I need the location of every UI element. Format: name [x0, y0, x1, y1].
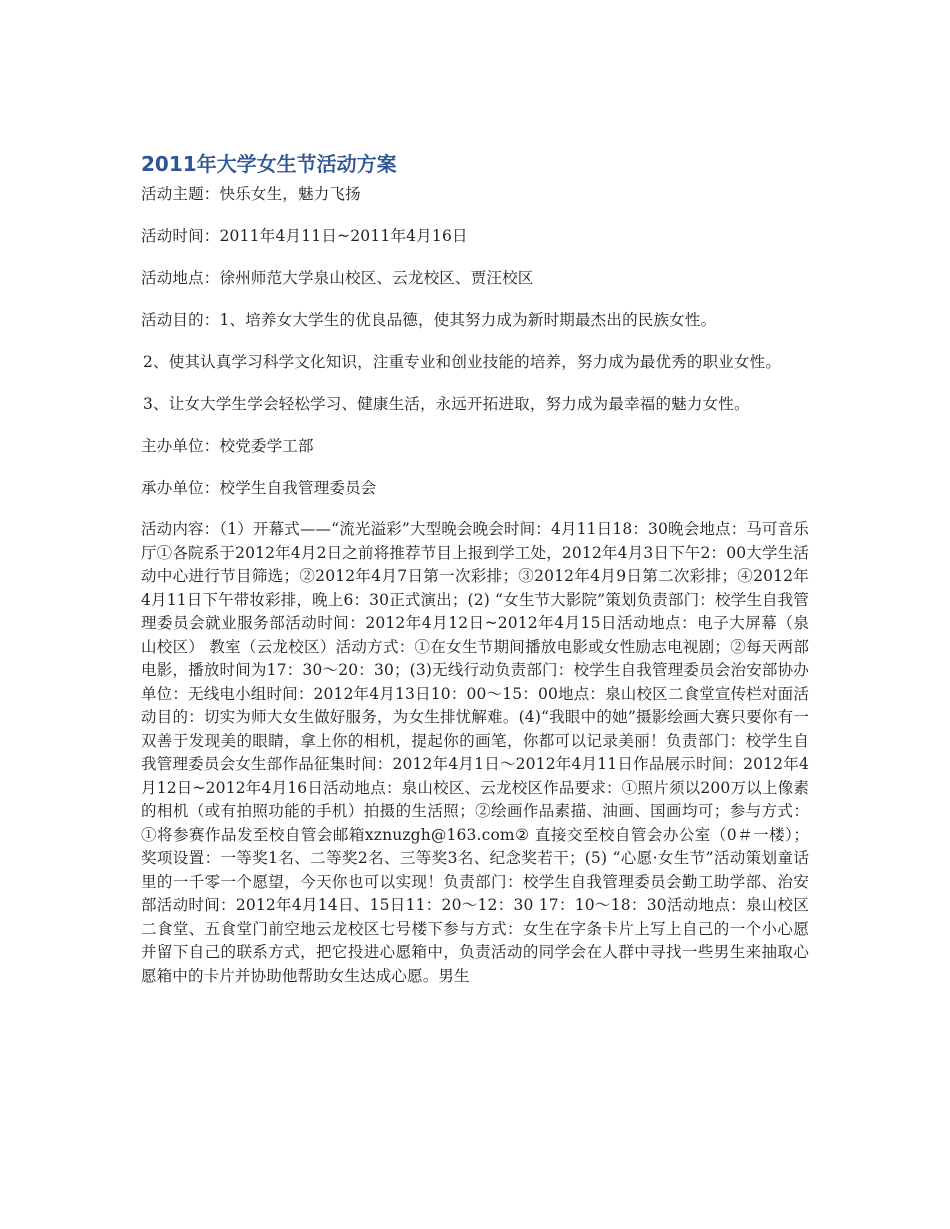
paragraph-purpose-1: 活动目的：1、培养女大学生的优良品德，使其努力成为新时期最杰出的民族女性。	[141, 311, 717, 329]
document-page	[141, 150, 809, 988]
paragraph-purpose-2: 2、使其认真学习科学文化知识，注重专业和创业技能的培养，努力成为最优秀的职业女性。	[143, 353, 782, 371]
paragraph-purpose-3: 3、让女大学生学会轻松学习、健康生活，永远开拓进取，努力成为最幸福的魅力女性。	[143, 395, 750, 413]
paragraph-theme: 活动主题：快乐女生，魅力飞扬	[141, 185, 361, 203]
paragraph-time: 活动时间：2011年4月11日~2011年4月16日	[141, 227, 468, 245]
paragraph-location: 活动地点：徐州师范大学泉山校区、云龙校区、贾汪校区	[141, 269, 534, 287]
paragraph-organizer: 主办单位：校党委学工部	[141, 437, 314, 455]
paragraph-undertaker: 承办单位：校学生自我管理委员会	[141, 479, 377, 497]
paragraph-activity-content: 活动内容：（1）开幕式——“流光溢彩”大型晚会晚会时间：4月11日18：30晚会地点：马可音乐厅①各院系于2012年4月2日之前将推荐节目上报到学工处，2012年4月3日下午2：00大学生活动中心进行节目筛选；②2012年4月7日第一次彩排；③2012年4月9日第二次彩排；④2012年4月11日下午带妆彩排，晚上6：30正式演出；(2) “女生节大影院”策划负责部门：校学生自我管理委员会就业服务部活动时间：2012年4月12日~2012年4月15日活动地点：电子大屏幕（泉山校区） 教室（云龙校区）活动方式：①在女生节期间播放电影或女性励志电视剧；②每天两部电影，播放时间为17：30～20：30；(3)无线行动负责部门：校学生自我管理委员会治安部协办单位：无线电小组时间：2012年4月13日10：00～15：00地点：泉山校区二食堂宣传栏对面活动目的：切实为师大女生做好服务，为女生排忧解难。(4)“我眼中的她”摄影绘画大赛只要你有一双善于发现美的眼睛，拿上你的相机，提起你的画笔，你都可以记录美丽！负责部门：校学生自我管理委员会女生部作品征集时间：2012年4月1日～2012年4月11日作品展示时间：2012年4月12日~2012年4月16日活动地点：泉山校区、云龙校区作品要求：①照片须以200万以上像素的相机（或有拍照功能的手机）拍摄的生活照；②绘画作品素描、油画、国画均可；参与方式：①将参赛作品发至校自管会邮箱xznuzgh@163.com② 直接交至校自管会办公室（0＃一楼）；奖项设置：一等奖1名、二等奖2名、三等奖3名、纪念奖若干；(5) “心愿·女生节”活动策划童话里的一千零一个愿望，今天你也可以实现！负责部门：校学生自我管理委员会勤工助学部、治安部活动时间：2012年4月14日、15日11：20～12：30 17：10～18：30活动地点：泉山校区二食堂、五食堂门前空地云龙校区七号楼下参与方式：女生在字条卡片上写上自己的一个小心愿并留下自己的联系方式，把它投进心愿箱中，负责活动的同学会在人群中寻找一些男生来抽取心愿箱中的卡片并协助他帮助女生达成心愿。男生	[141, 520, 809, 985]
document-title: 2011年大学女生节活动方案	[141, 152, 397, 176]
